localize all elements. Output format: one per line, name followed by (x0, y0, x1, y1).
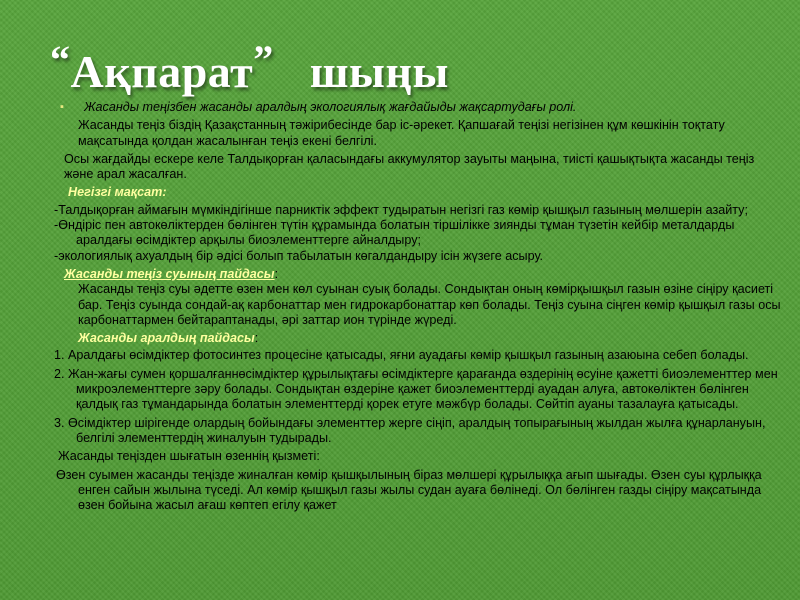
goal-heading: Негізгі мақсат: (68, 185, 167, 200)
close-quote: ” (253, 37, 274, 82)
bullet-item (54, 100, 784, 115)
goal-item-2: -Өндіріс пен автокөліктерден бөлінген түтін құрамында болатын тіршілікке зиянды тұман түзетін кейбір металдарды аралдағы өсімдіктер арқылы биоэлементтерге айналдыру; (54, 218, 735, 248)
river-heading: Жасанды теңізден шығатын өзеннің қызметі: (58, 449, 320, 464)
goal-item-3: -экологиялық ахуалдың бір әдісі болып табылатын көгалдандыру ісін жүзеге асыру. (54, 248, 543, 263)
island-item-1: 1. Аралдағы өсімдіктер фотосинтез процесіне қатысады, яғни ауадағы көмір қышқыл газының азаюына себеп болады. (54, 348, 749, 363)
water-benefit-heading: Жасанды теңіз суының пайдасы (64, 266, 275, 281)
island-item-3: 3. Өсімдіктер шірігенде олардың бойындағы элементтер жерге сіңіп, аралдың топырағының жылдан жылға құнарлануын, белгілі элементтердің жиналуын тудырады. (54, 415, 766, 445)
paragraph-sea-intro: Жасанды теңіз біздің Қазақстанның тәжірибесінде бар іс-әрекет. Қапшағай теңізі негізінен құм көшкінін тоқтату мақсатында қолдан жасалынған теңіз екені белгілі. (78, 118, 725, 148)
goal-item-1: -Талдықорған аймағын мүмкіндігінше парниктік эффект тудыратын негізгі газ көмір қышқыл газының мөлшерін азайту; (54, 202, 748, 217)
bullet-text: Жасанды теңізбен жасанды аралдың экологиялық жағдайыды жақсартудағы ролі. (84, 100, 577, 114)
paragraph-taldykorgan: Осы жағдайды ескере келе Талдықорған қаласындағы аккумулятор зауыты маңына, тиісті қашықтықта жасанды теңіз және арал жасалған. (64, 151, 755, 182)
title-word-shyny: шыңы (309, 46, 449, 97)
slide-body (54, 100, 784, 513)
water-benefit-text: Жасанды теңіз суы әдетте өзен мен көл суынан суық болады. Сондықтан оның көмірқышқыл газын өзіне сіңіру қасиеті бар. Теңіз суында сондай-ақ карбонаттар мен гидрокарбонаттар көп болады. Теңіз суына сіңген көмір қышқыл газы осы карбонаттармен бейтараптанады, әрі заттар ион түрінде жүреді. (78, 282, 781, 327)
slide-title (50, 36, 449, 98)
river-text: Өзен суымен жасанды теңізде жиналған көмір қышқылының біраз мөлшері құрылыққа ағып шығады. Өзен суы құрлыққа енген сайын жылына түседі. Ал көмір қышқыл газы жылы судан ауаға бөлінеді. Ол бөлінген газды сіңіру мақсатында өзен бойына жасыл ағаш көптеп егілу қажет (56, 467, 762, 513)
island-benefit-heading: Жасанды аралдың пайдасы (78, 331, 255, 346)
bullet-icon: ▪ (60, 101, 64, 113)
island-benefit-heading-row (54, 331, 784, 346)
island-item-2: 2. Жан-жағы сумен қоршалғаннөсімдіктер құрылықтағы өсімдіктерге қарағанда өздерінің өсуіне қажетті биоэлементтер мен микроэлементтерге зәру болады. Сондықтан өздеріне қажет биоэлементтерді ауадан алуға, автокөліктен бөлінген қалдық газ тұмандарында болатын элементтерді қорек етуге мәжбүр болады. Сөйтіп ауаны тазалауға қатысады. (54, 366, 778, 412)
water-benefit-heading-row (54, 267, 784, 282)
title-word-akparat: Ақпарат (70, 46, 254, 97)
water-benefit-colon: : (274, 266, 279, 281)
open-quote: “ (50, 37, 71, 82)
island-benefit-colon: : (254, 331, 259, 346)
